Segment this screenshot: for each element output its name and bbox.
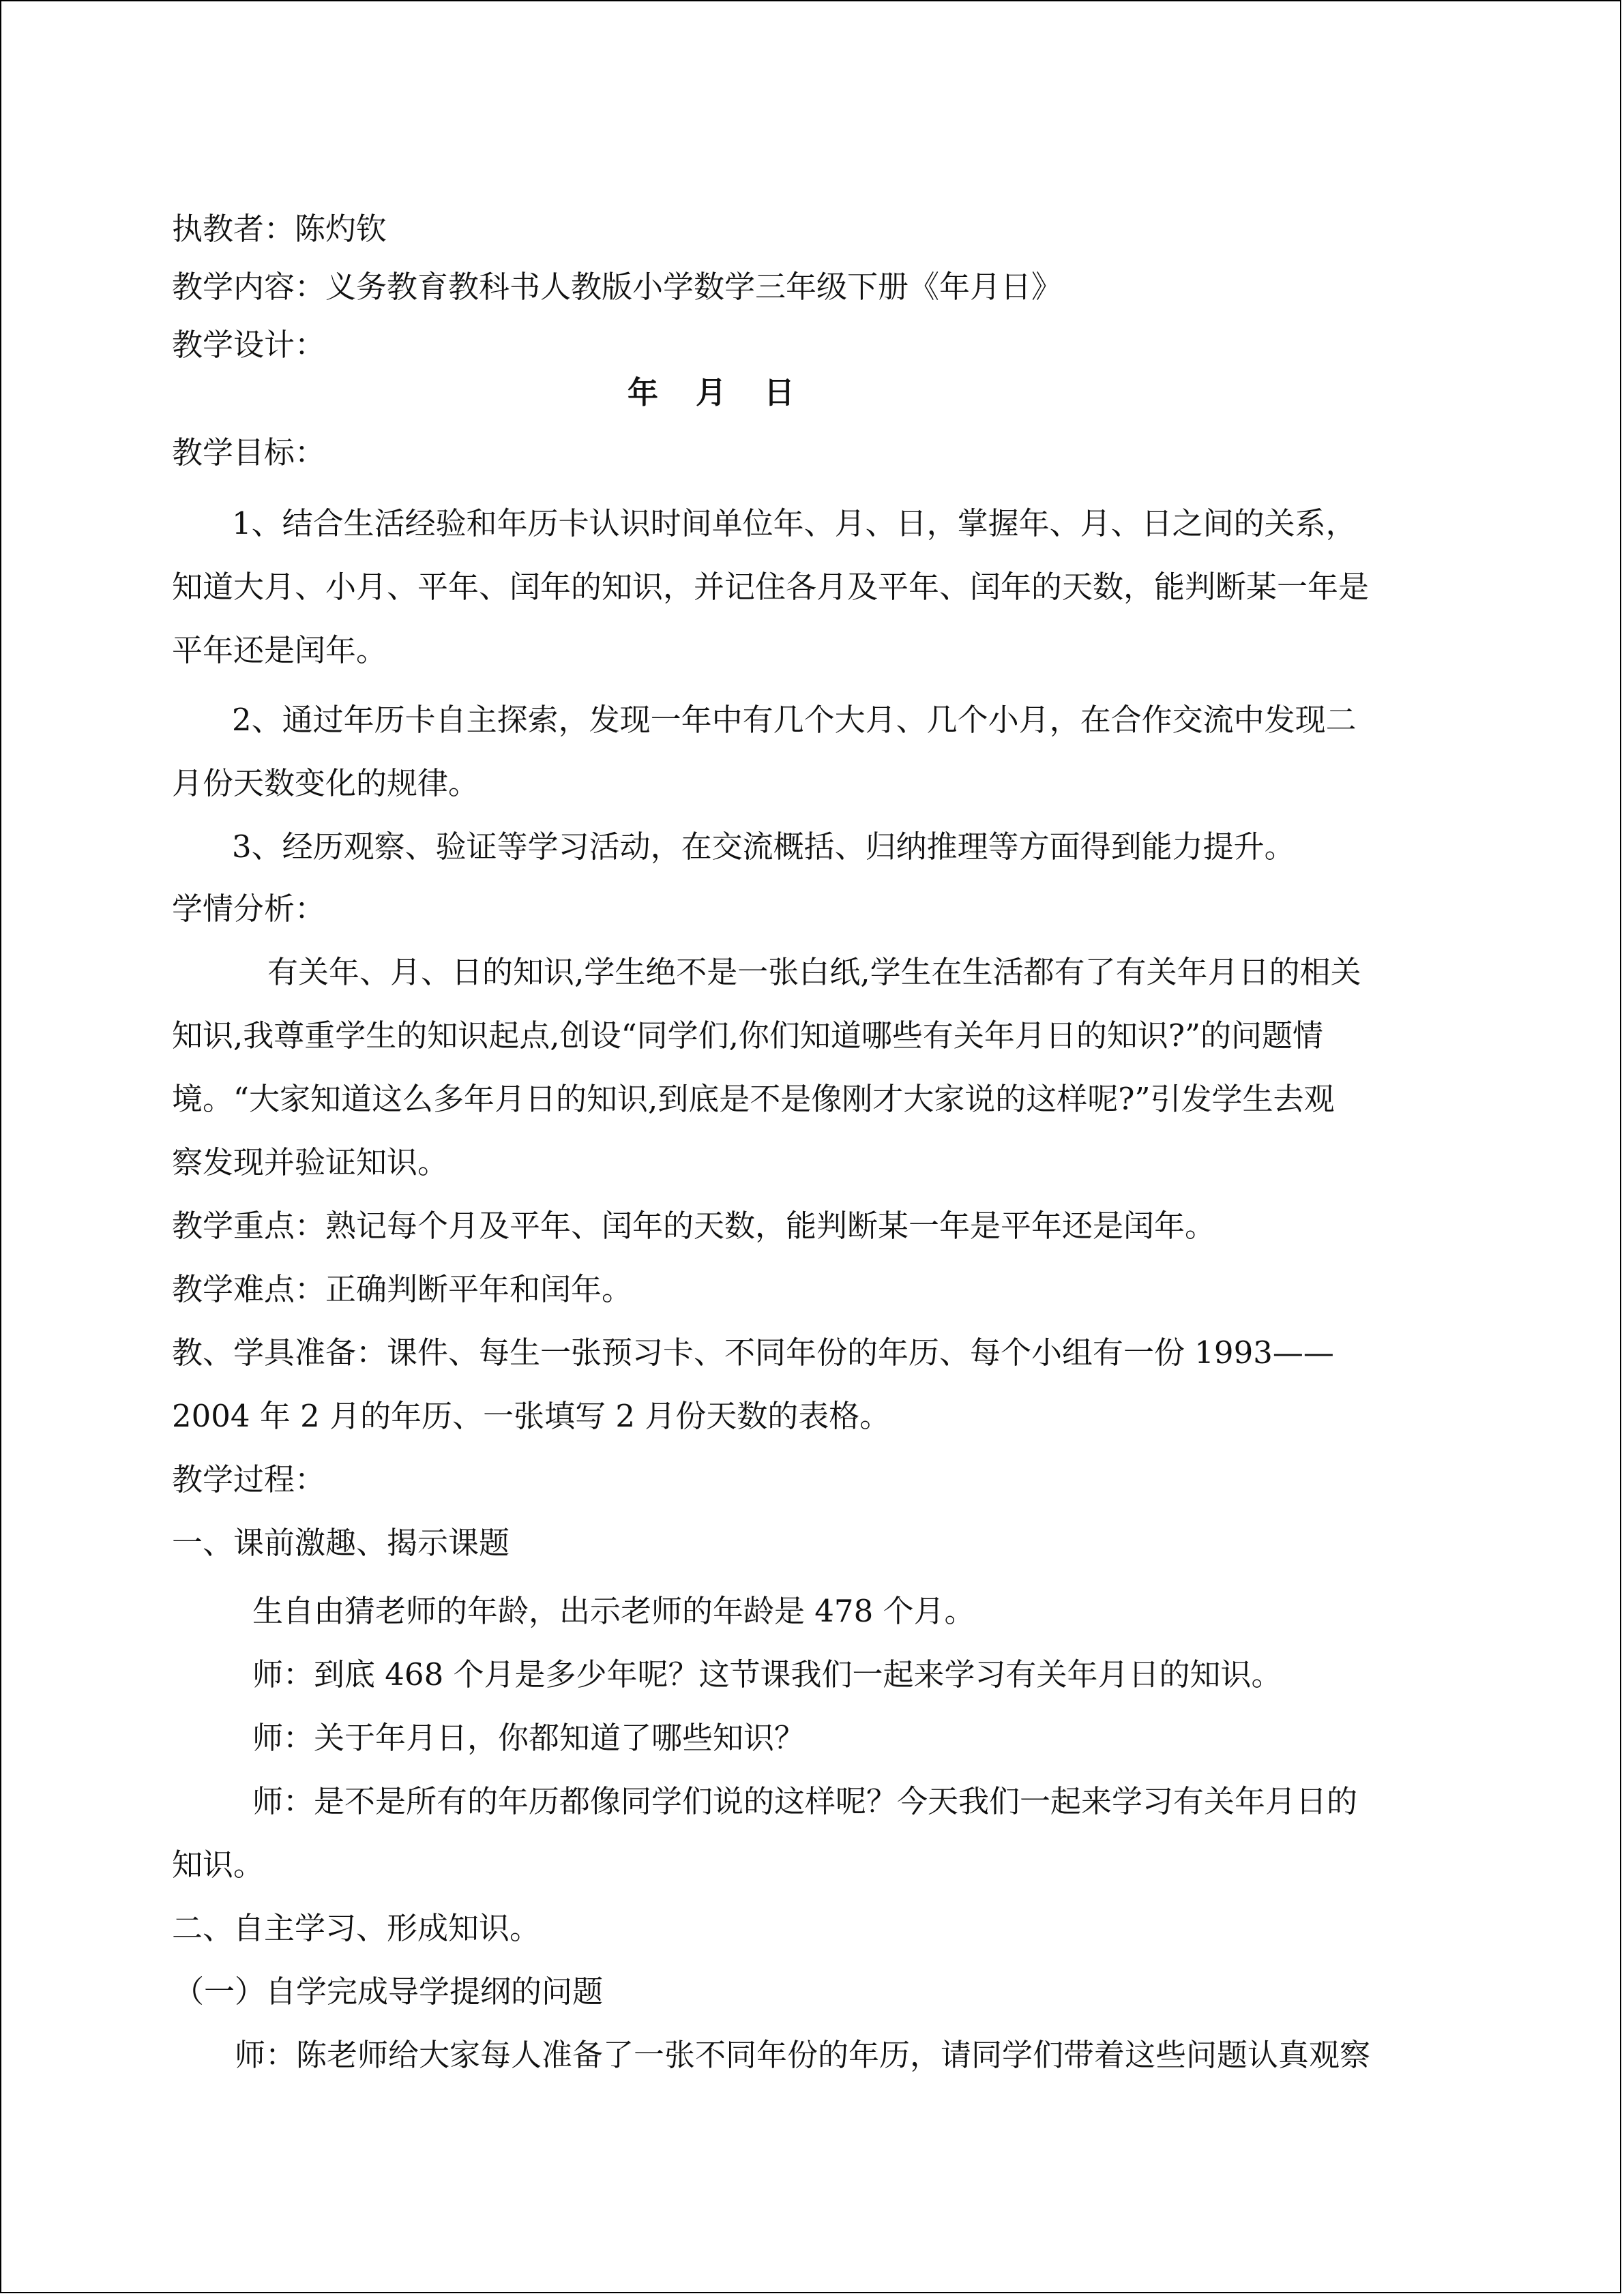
objective-3: 3、经历观察、验证等学习活动，在交流概括、归纳推理等方面得到能力提升。 <box>232 829 1295 865</box>
section-1-line-4: 师：是不是所有的年历都像同学们说的这样呢？今天我们一起来学习有关年月日的 <box>252 1783 1358 1819</box>
prep-line-1: 教、学具准备：课件、每生一张预习卡、不同年份的年历、每个小组有一份 1993—— <box>172 1335 1334 1371</box>
analysis-line-4: 察发现并验证知识。 <box>172 1144 449 1180</box>
objective-1-line-1: 1、结合生活经验和年历卡认识时间单位年、月、日，掌握年、月、日之间的关系， <box>232 505 1357 541</box>
design-label: 教学设计： <box>172 327 326 363</box>
objective-2-line-1: 2、通过年历卡自主探索，发现一年中有几个大月、几个小月，在合作交流中发现二 <box>232 702 1357 738</box>
section-1-line-1: 生自由猜老师的年龄，出示老师的年龄是 478 个月。 <box>252 1593 975 1629</box>
difficulty: 教学难点：正确判断平年和闰年。 <box>172 1271 633 1307</box>
key-point: 教学重点：熟记每个月及平年、闰年的天数，能判断某一年是平年还是闰年。 <box>172 1208 1216 1244</box>
section-1-line-2: 师：到底 468 个月是多少年呢？这节课我们一起来学习有关年月日的知识。 <box>252 1656 1282 1693</box>
title-char-month: 月 <box>696 374 727 411</box>
subsection-1-line-1: 师：陈老师给大家每人准备了一张不同年份的年历，请同学们带着这些问题认真观察 <box>235 2037 1371 2073</box>
section-2-heading: 二、自主学习、形成知识。 <box>172 1910 541 1946</box>
section-1-line-5: 知识。 <box>172 1847 265 1883</box>
objective-1-line-2: 知道大月、小月、平年、闰年的知识，并记住各月及平年、闰年的天数，能判断某一年是 <box>172 569 1370 605</box>
analysis-line-3: 境。“大家知道这么多年月日的知识,到底是不是像刚才大家说的这样呢?”引发学生去观 <box>172 1081 1335 1117</box>
title-char-year: 年 <box>628 374 659 411</box>
title-char-day: 日 <box>764 374 795 411</box>
analysis-line-2: 知识,我尊重学生的知识起点,创设“同学们,你们知道哪些有关年月日的知识?”的问题情 <box>172 1017 1324 1054</box>
objectives-label: 教学目标： <box>172 434 326 471</box>
analysis-label: 学情分析： <box>172 891 326 927</box>
prep-line-2: 2004 年 2 月的年历、一张填写 2 月份天数的表格。 <box>172 1398 891 1434</box>
objective-2-line-2: 月份天数变化的规律。 <box>172 765 479 801</box>
section-1-line-3: 师：关于年月日，你都知道了哪些知识？ <box>252 1720 806 1756</box>
process-label: 教学过程： <box>172 1461 326 1497</box>
objective-1-line-3: 平年还是闰年。 <box>172 632 387 668</box>
subsection-1-heading: （一）自学完成导学提纲的问题 <box>173 1973 604 2010</box>
section-1-heading: 一、课前激趣、揭示课题 <box>172 1525 510 1561</box>
teacher-line: 执教者：陈灼钦 <box>172 211 387 247</box>
page-title <box>628 361 832 424</box>
analysis-line-1: 有关年、月、日的知识,学生绝不是一张白纸,学生在生活都有了有关年月日的相关 <box>267 954 1361 990</box>
content-line: 教学内容：义务教育教科书人教版小学数学三年级下册《年月日》 <box>172 269 1063 305</box>
